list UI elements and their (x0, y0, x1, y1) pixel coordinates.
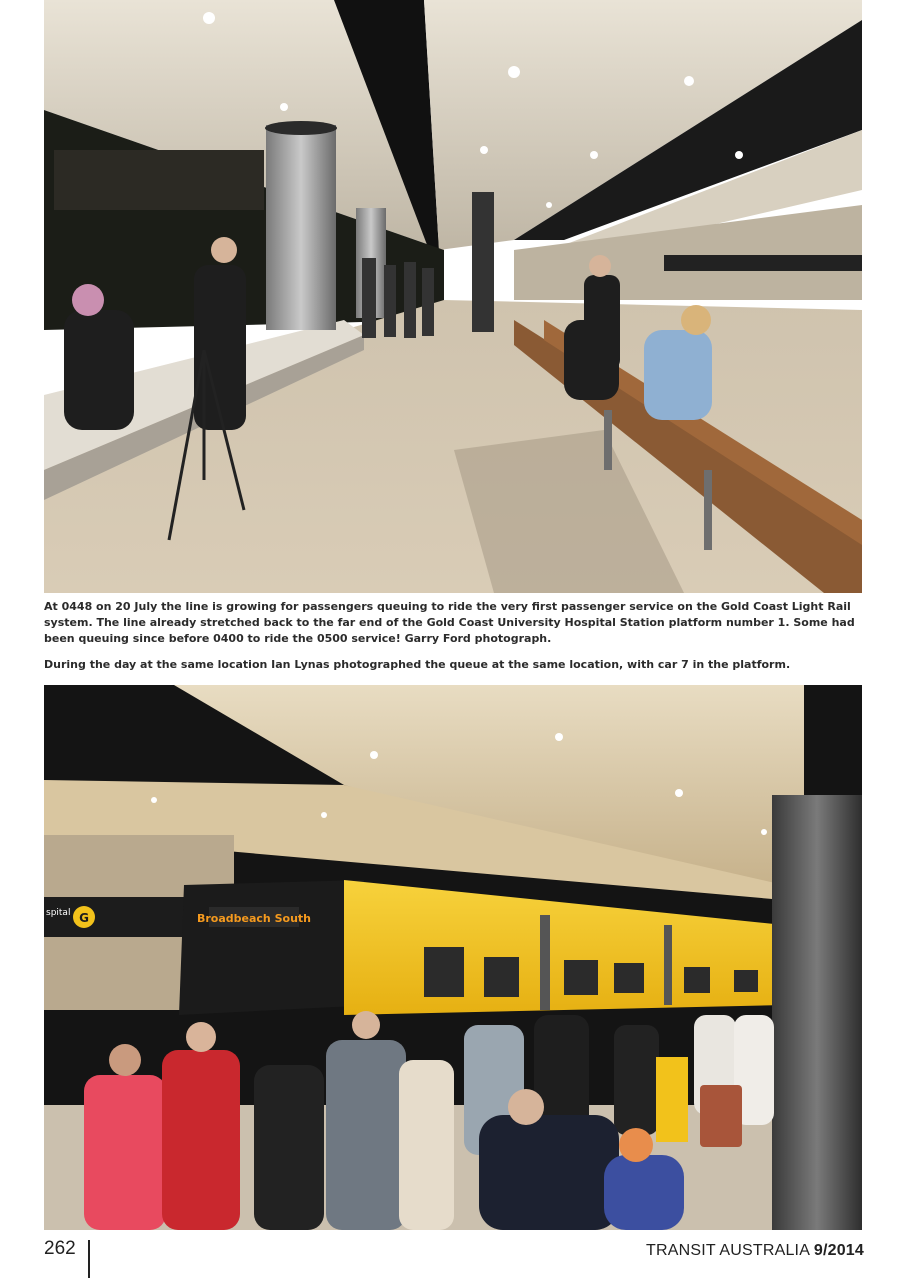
photo-night-platform (44, 0, 862, 593)
photo-caption-day: During the day at the same location Ian Lynas photographed the queue at the same location, with car 7 in the platform. (44, 658, 791, 671)
night-platform-illustration (44, 0, 862, 593)
photo-caption-night: At 0448 on 20 July the line is growing for passengers queuing to ride the very first passenger service on the Gold Coast Light Rail system. The line already stretched back to the far end of the Gold Coast University Hospital Station platform number 1. Some had been queuing since before 0400 to ride the 0500 service! Garry Ford photograph. (44, 600, 855, 645)
magazine-issue: 9/2014 (813, 1242, 864, 1259)
station-badge: G (79, 911, 89, 925)
footer-divider (88, 1240, 90, 1278)
magazine-footer (646, 1242, 864, 1260)
day-platform-illustration (44, 685, 862, 1230)
magazine-title: TRANSIT AUSTRALIA (646, 1242, 810, 1259)
tram-destination-sign: Broadbeach South (196, 912, 312, 925)
page-number: 262 (44, 1238, 76, 1259)
station-sign-fragment: spital (46, 908, 71, 918)
photo-day-platform (44, 685, 862, 1230)
